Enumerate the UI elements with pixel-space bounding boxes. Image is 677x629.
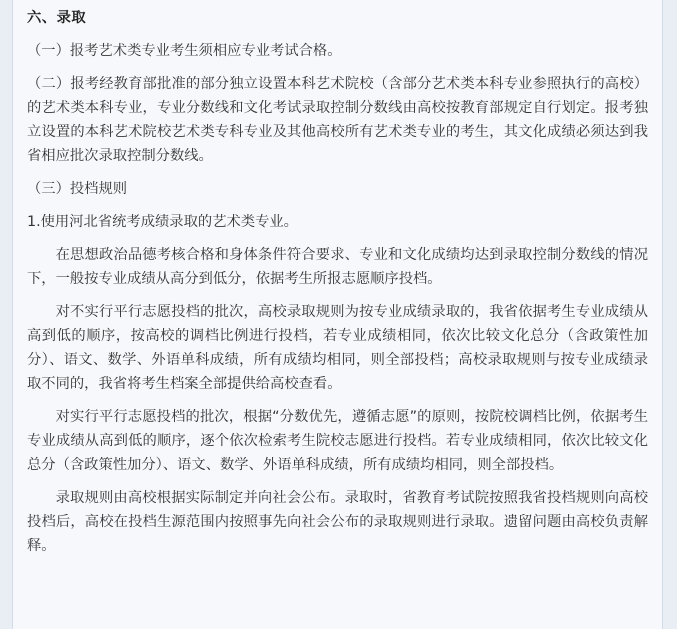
paragraph-parallel-filing: 对实行平行志愿投档的批次，根据“分数优先，遵循志愿”的原则，按院校调档比例，依据考生专业成绩从高到低的顺序，逐个依次检索考生院校志愿进行投档。若专业成绩相同，依次比较文化总分（含政策性加分）、语文、数学、外语单科成绩，所有成绩均相同，则全部投档。 [27, 409, 648, 473]
paragraph-general-filing: 在思想政治品德考核合格和身体条件符合要求、专业和文化成绩均达到录取控制分数线的情况下，一般按专业成绩从高分到低分，依据考生所报志愿顺序投档。 [27, 247, 648, 287]
paragraph-admission-rules: 录取规则由高校根据实际制定并向社会公布。录取时，省教育考试院按照我省投档规则向高校投档后，高校在投档生源范围内按照事先向社会公布的录取规则进行录取。遗留问题由高校负责解释。 [27, 490, 648, 554]
paragraph-independent-art-schools: （二）报考经教育部批准的部分独立设置本科艺术院校（含部分艺术类本科专业参照执行的高校）的艺术类本科专业，专业分数线和文化考试录取控制分数线由高校按教育部规定自行划定。报考独立设置的本科艺术院校艺术类专科专业及其他高校所有艺术类专业的考生，其文化成绩必须达到我省相应批次录取控制分数线。 [27, 76, 648, 164]
paragraph-filing-rules-heading: （三）投档规则 [27, 181, 128, 197]
paragraph-provincial-exam: 1.使用河北省统考成绩录取的艺术类专业。 [27, 214, 298, 230]
article-body [12, 0, 663, 629]
section-heading: 六、录取 [27, 10, 87, 26]
paragraph-non-parallel-filing: 对不实行平行志愿投档的批次，高校录取规则为按专业成绩录取的，我省依据考生专业成绩从高到低的顺序，按高校的调档比例进行投档，若专业成绩相同，依次比较文化总分（含政策性加分）、语文、数学、外语单科成绩，所有成绩均相同，则全部投档；高校录取规则与按专业成绩录取不同的，我省将考生档案全部提供给高校查看。 [27, 304, 648, 392]
paragraph-admission-requirement: （一）报考艺术类专业考生须相应专业考试合格。 [27, 43, 342, 59]
